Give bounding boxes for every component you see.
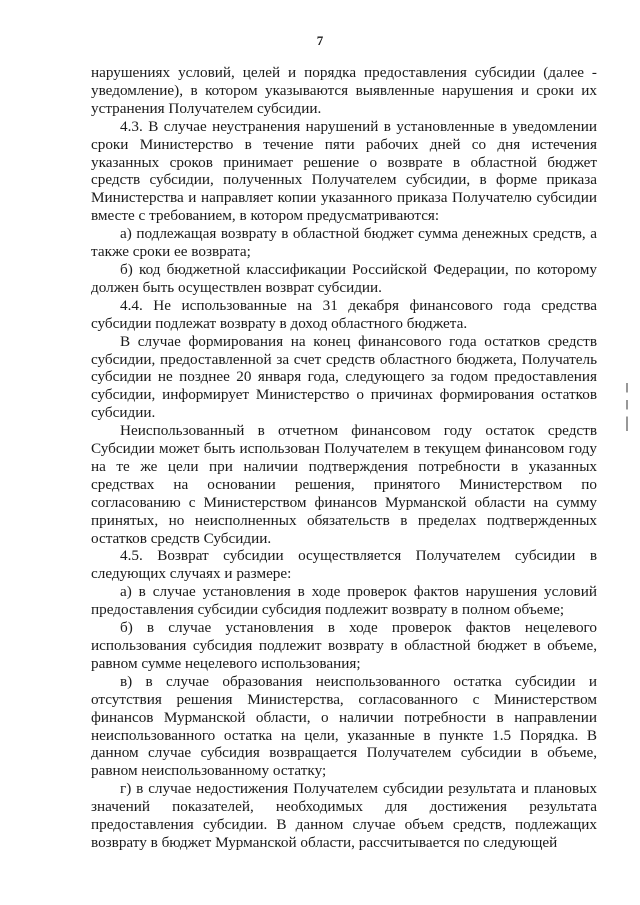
paragraph-4-5-g: г) в случае недостижения Получателем субсидии результата и плановых значений показателей, необходимых для достижения результата предоставления субсидии. В данном случае объем средств, подлежащих возврату в бюджет Мурманской области, рассчитывается по следующей [91, 780, 597, 851]
paragraph-4-5: 4.5. Возврат субсидии осуществляется Получателем субсидии в следующих случаях и размере: [91, 547, 597, 583]
paragraph-4-3-b: б) код бюджетной классификации Российской Федерации, по которому должен быть осуществлен возврат субсидии. [91, 260, 597, 296]
paragraph-4-3: 4.3. В случае неустранения нарушений в установленные в уведомлении сроки Министерство в течение пяти рабочих дней со дня истечения указанных сроков принимает решение о возврате в областной бюджет средств субсидии, полученных Получателем субсидии, в форме приказа Министерства и направляет копии указанного приказа Получателю субсидии вместе с требованием, в котором предусматриваются: [91, 117, 597, 225]
paragraph-4-3-a: а) подлежащая возврату в областной бюджет сумма денежных средств, а также сроки ее возврата; [91, 225, 597, 261]
paragraph-4-4-remainder: В случае формирования на конец финансового года остатков средств субсидии, предоставленной за счет средств областного бюджета, Получатель субсидии не позднее 20 января года, следующего за годом предоставления субсидии, информирует Министерство о причинах формирования остатков субсидии. [91, 332, 597, 422]
paragraph-4-5-b: б) в случае установления в ходе проверок фактов нецелевого использования субсидия подлежит возврату в областной бюджет в объеме, равном сумме нецелевого использования; [91, 619, 597, 672]
paragraph-4-4: 4.4. Не использованные на 31 декабря финансового года средства субсидии подлежат возврату в доход областного бюджета. [91, 296, 597, 332]
paragraph-4-5-a: а) в случае установления в ходе проверок фактов нарушения условий предоставления субсидии субсидия подлежит возврату в полном объеме; [91, 583, 597, 619]
paragraph-continuation: нарушениях условий, целей и порядка предоставления субсидии (далее - уведомление), в котором указываются выявленные нарушения и сроки их устранения Получателем субсидии. [91, 64, 597, 117]
scan-margin-mark [626, 383, 628, 431]
paragraph-4-5-v: в) в случае образования неиспользованного остатка субсидии и отсутствия решения Министерства, согласованного с Министерством финансов Мурманской области, о наличии потребности в направлении неиспользованного остатка на цели, указанные в пункте 1.5 Порядка. В данном случае субсидия возвращается Получателем субсидии в объеме, равном неиспользованному остатку; [91, 672, 597, 780]
paragraph-4-4-unused-balance: Неиспользованный в отчетном финансовом году остаток средств Субсидии может быть использован Получателем в текущем финансовом году на те же цели при наличии подтверждения потребности в указанных средствах на основании решения, принятого Министерством по согласованию с Министерством финансов Мурманской области на сумму принятых, но неисполненных обязательств в пределах подтвержденных остатков средств Субсидии. [91, 422, 597, 547]
document-body [91, 64, 597, 852]
page-number: 7 [316, 33, 324, 48]
